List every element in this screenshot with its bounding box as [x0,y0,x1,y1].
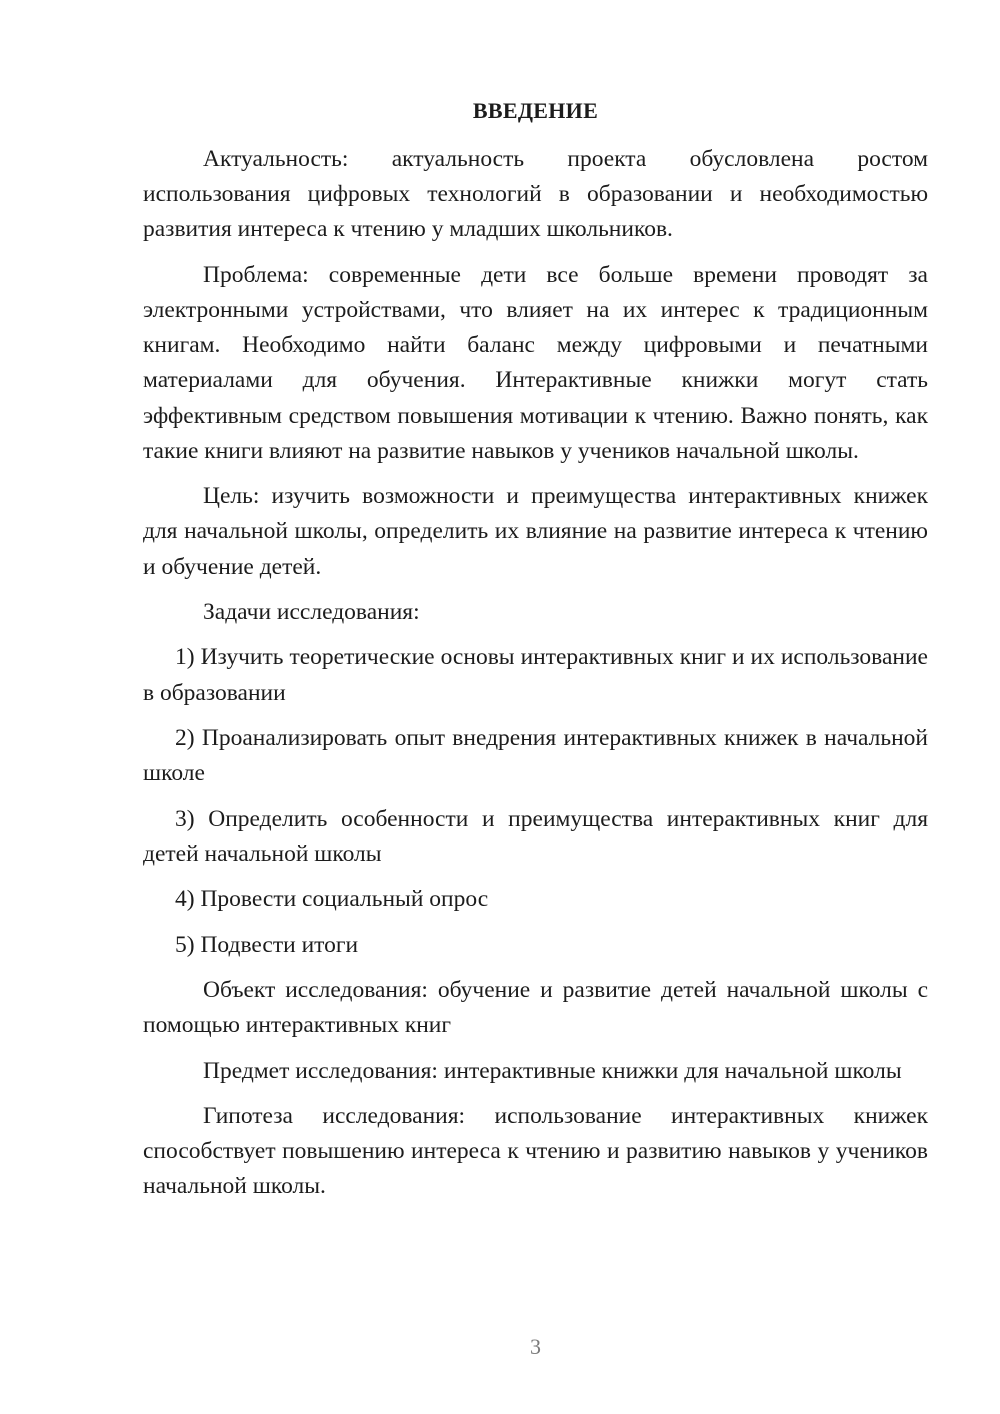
paragraph-object: Объект исследования: обучение и развитие детей начальной школы с помощью интерактивных книг [143,976,928,1039]
paragraph-relevance: Актуальность: актуальность проекта обусловлена ростом использования цифровых технологий в образовании и необходимостью развития интереса к чтению у младших школьников. [143,146,928,243]
document-body [143,142,928,1205]
document-page [143,0,928,1414]
paragraph-subject: Предмет исследования: интерактивные книжки для начальной школы [203,1057,902,1084]
list-item-task-3: 3) Определить особенности и преимущества интерактивных книг для детей начальной школы [143,805,928,867]
list-item-task-4: 4) Провести социальный опрос [175,886,489,913]
paragraph-goal: Цель: изучить возможности и преимущества интерактивных книжек для начальной школы, определить их влияние на развитие интереса к чтению и обучение детей. [143,483,928,580]
list-item-task-2: 2) Проанализировать опыт внедрения интерактивных книжек в начальной школе [143,724,928,787]
paragraph-problem: Проблема: современные дети все больше времени проводят за электронными устройствами, что влияет на их интерес к традиционным книгам. Необходимо найти баланс между цифровыми и печатными материалами для обучения. Интерактивные книжки могут стать эффективным средством повышения мотивации к чтению. Важно понять, как такие книги влияют на развитие навыков у учеников начальной школы. [143,261,928,464]
list-item-task-5: 5) Подвести итоги [175,931,359,958]
page-number: 3 [530,1334,541,1359]
paragraph-hypothesis: Гипотеза исследования: использование интерактивных книжек способствует повышению интереса к чтению и развитию навыков у учеников начальной школы. [143,1102,928,1200]
paragraph-tasks-heading: Задачи исследования: [203,599,420,625]
list-item-task-1: 1) Изучить теоретические основы интерактивных книг и их использование в образовании [143,644,928,706]
section-heading: ВВЕДЕНИЕ [472,98,599,123]
